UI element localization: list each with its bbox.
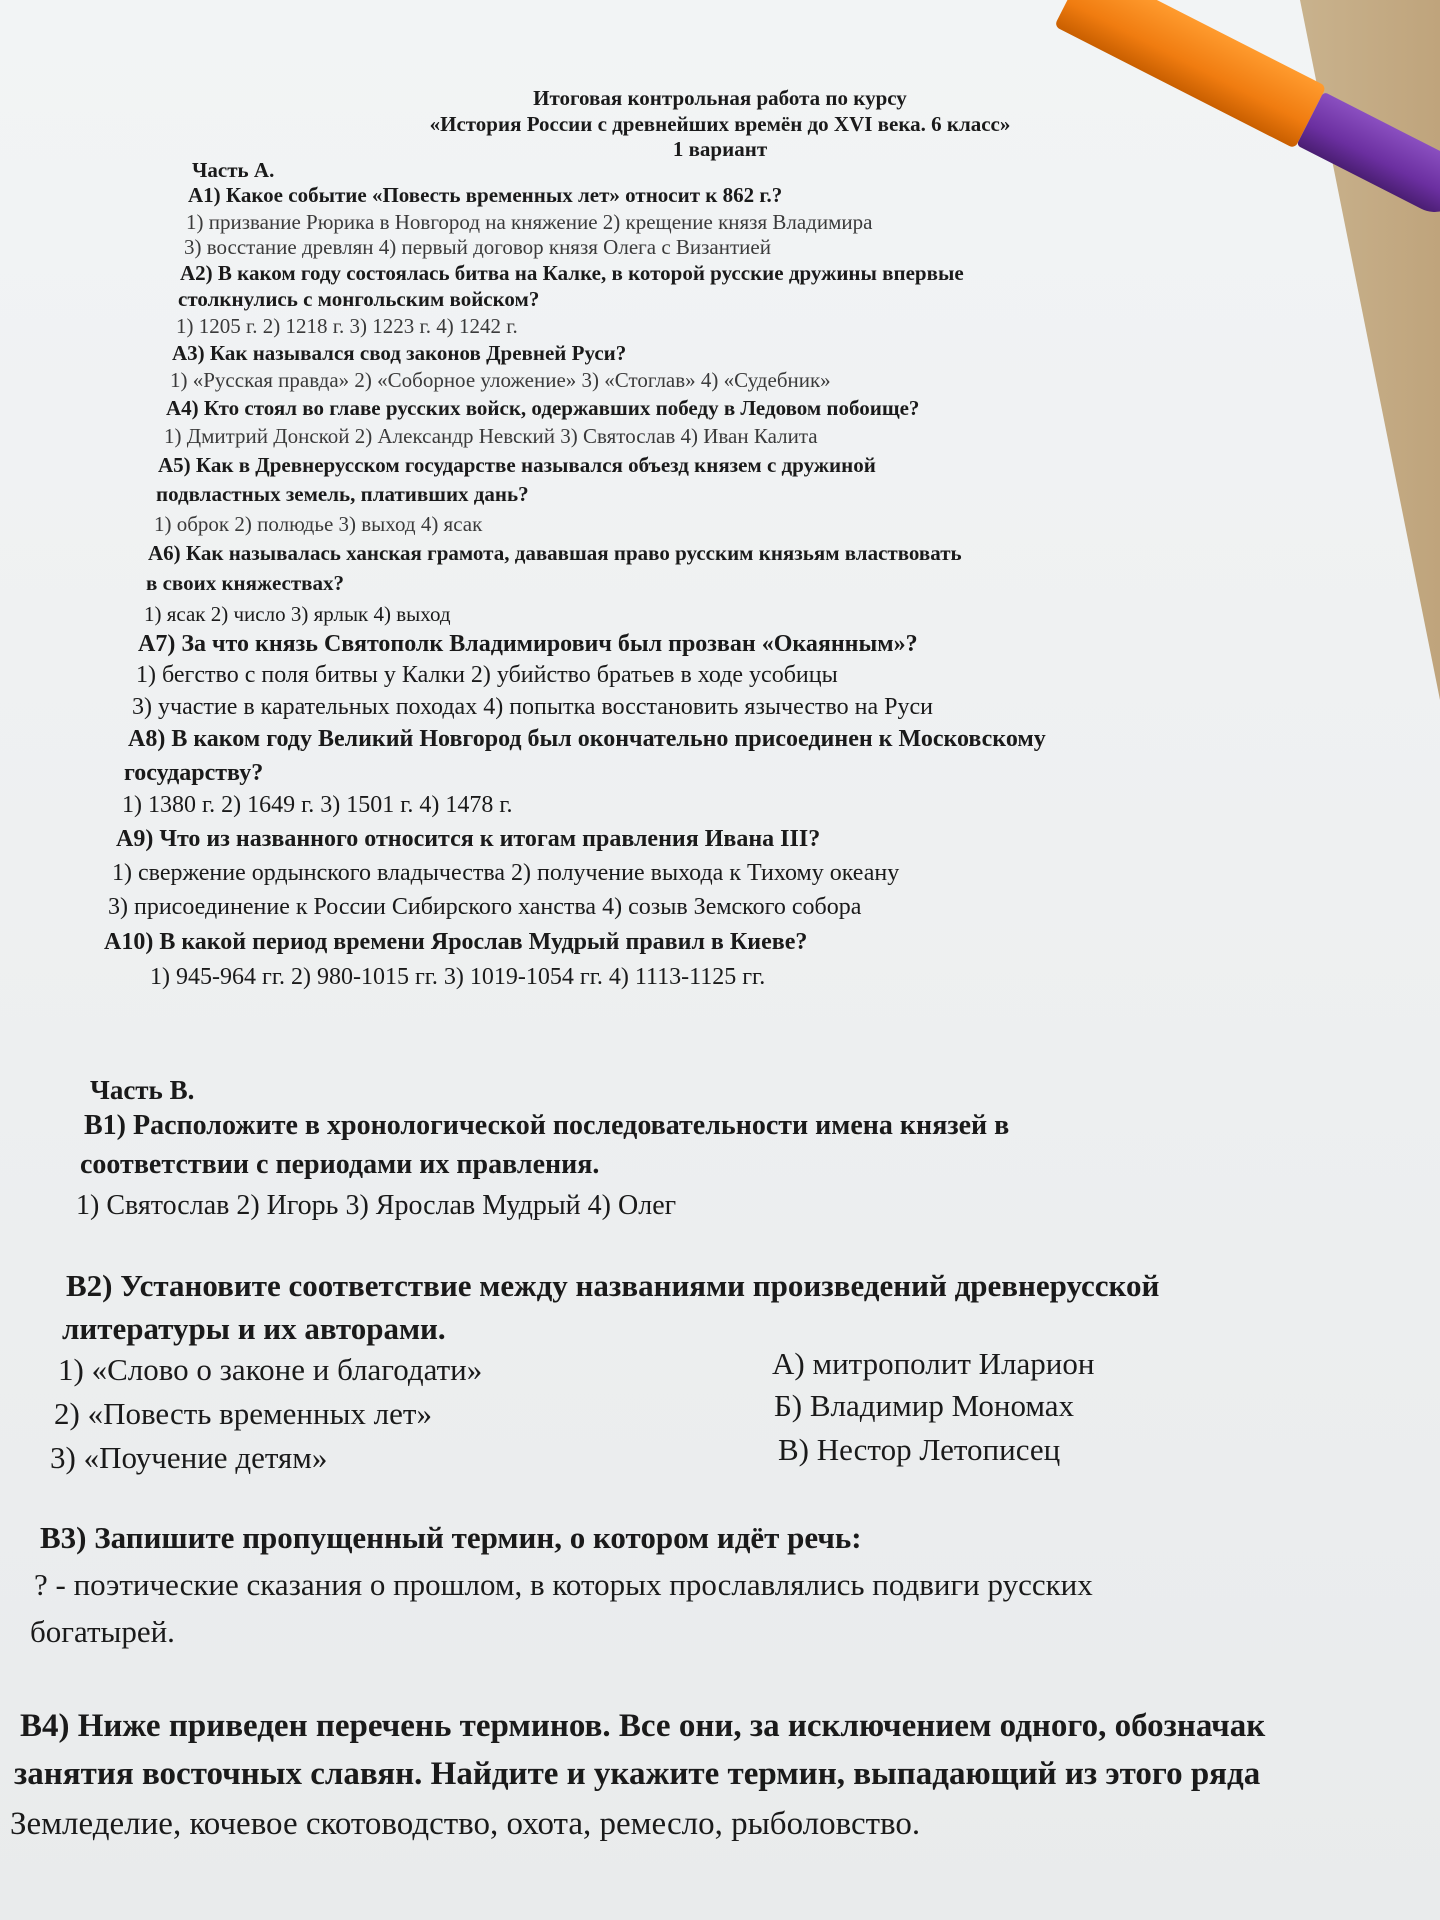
question-a5-line1: А5) Как в Древнерусском государстве назывался объезд князем с дружиной <box>158 453 876 477</box>
answer-a5: 1) оброк 2) полюдье 3) выход 4) ясак <box>154 512 483 536</box>
question-b4-line2: занятия восточных славян. Найдите и укажите термин, выпадающий из этого ряда <box>14 1756 1261 1792</box>
b2-author-c: В) Нестор Летописец <box>778 1432 1061 1467</box>
answer-a8: 1) 1380 г. 2) 1649 г. 3) 1501 г. 4) 1478 г. <box>122 792 513 818</box>
variant-label: 1 вариант <box>672 137 768 161</box>
question-b1-line1: В1) Расположите в хронологической последовательности имена князей в <box>84 1110 1010 1141</box>
question-a3: А3) Как назывался свод законов Древней Руси? <box>172 341 627 365</box>
answer-a7-line1: 1) бегство с поля битвы у Калки 2) убийство братьев в ходе усобицы <box>136 662 838 688</box>
question-a9: А9) Что из названного относится к итогам правления Ивана III? <box>116 826 821 852</box>
question-a10: А10) В какой период времени Ярослав Мудрый правил в Киеве? <box>104 929 808 955</box>
question-a1: А1) Какое событие «Повесть временных лет» относит к 862 г.? <box>188 183 783 207</box>
question-b2-line2: литературы и их авторами. <box>62 1311 446 1346</box>
answer-b1: 1) Святослав 2) Игорь 3) Ярослав Мудрый 4) Олег <box>76 1190 677 1221</box>
b4-terms: Земледелие, кочевое скотоводство, охота, ремесло, рыболовство. <box>10 1806 921 1842</box>
question-b1-line2: соответствии с периодами их правления. <box>80 1149 600 1180</box>
b3-text-line2: богатырей. <box>30 1614 175 1649</box>
b2-work-1: 1) «Слово о законе и благодати» <box>58 1352 483 1387</box>
question-a6-line2: в своих княжествах? <box>146 571 345 595</box>
question-a5-line2: подвластных земель, плативших дань? <box>156 482 529 506</box>
question-a8-line2: государству? <box>124 760 264 786</box>
b3-text-line1: ? - поэтические сказания о прошлом, в которых прославлялись подвиги русских <box>34 1567 1093 1602</box>
b2-work-3: 3) «Поучение детям» <box>50 1440 328 1475</box>
question-b2-line1: В2) Установите соответствие между названиями произведений древнерусской <box>66 1268 1160 1303</box>
answer-a9-line1: 1) свержение ордынского владычества 2) получение выхода к Тихому океану <box>112 860 900 886</box>
question-a2-line2: столкнулись с монгольским войском? <box>178 287 540 311</box>
question-a4: А4) Кто стоял во главе русских войск, одержавших победу в Ледовом побоище? <box>166 396 920 420</box>
part-a-heading: Часть А. <box>192 158 275 182</box>
title-line-2: «История России с древнейших времён до XVI века. 6 класс» <box>429 112 1011 136</box>
question-b4-line1: В4) Ниже приведен перечень терминов. Все они, за исключением одного, обозначак <box>20 1708 1266 1744</box>
part-b-heading: Часть В. <box>90 1075 195 1105</box>
b2-author-b: Б) Владимир Мономах <box>774 1388 1075 1423</box>
question-b3: В3) Запишите пропущенный термин, о котором идёт речь: <box>40 1520 862 1555</box>
answer-a4: 1) Дмитрий Донской 2) Александр Невский 3) Святослав 4) Иван Калита <box>164 424 818 448</box>
question-a7: А7) За что князь Святополк Владимирович был прозван «Окаянным»? <box>138 631 918 657</box>
answer-a10: 1) 945-964 гг. 2) 980-1015 гг. 3) 1019-1054 гг. 4) 1113-1125 гг. <box>150 964 766 990</box>
answer-a3: 1) «Русская правда» 2) «Соборное уложение» 3) «Стоглав» 4) «Судебник» <box>170 368 831 392</box>
question-a6-line1: А6) Как называлась ханская грамота, дававшая право русским князьям властвовать <box>148 541 962 565</box>
answer-a9-line2: 3) присоединение к России Сибирского ханства 4) созыв Земского собора <box>108 894 862 920</box>
answer-a1-line1: 1) призвание Рюрика в Новгород на княжение 2) крещение князя Владимира <box>186 210 873 234</box>
question-a2-line1: А2) В каком году состоялась битва на Калке, в которой русские дружины впервые <box>180 261 964 285</box>
answer-a7-line2: 3) участие в карательных походах 4) попытка восстановить язычество на Руси <box>132 694 934 720</box>
question-a8-line1: А8) В каком году Великий Новгород был окончательно присоединен к Московскому <box>128 726 1046 752</box>
b2-author-a: А) митрополит Иларион <box>772 1346 1095 1381</box>
answer-a6: 1) ясак 2) число 3) ярлык 4) выход <box>144 602 451 626</box>
b2-work-2: 2) «Повесть временных лет» <box>54 1396 432 1431</box>
title-line-1: Итоговая контрольная работа по курсу <box>533 86 907 110</box>
answer-a1-line2: 3) восстание древлян 4) первый договор князя Олега с Византией <box>184 235 771 259</box>
answer-a2: 1) 1205 г. 2) 1218 г. 3) 1223 г. 4) 1242 г. <box>176 314 518 338</box>
